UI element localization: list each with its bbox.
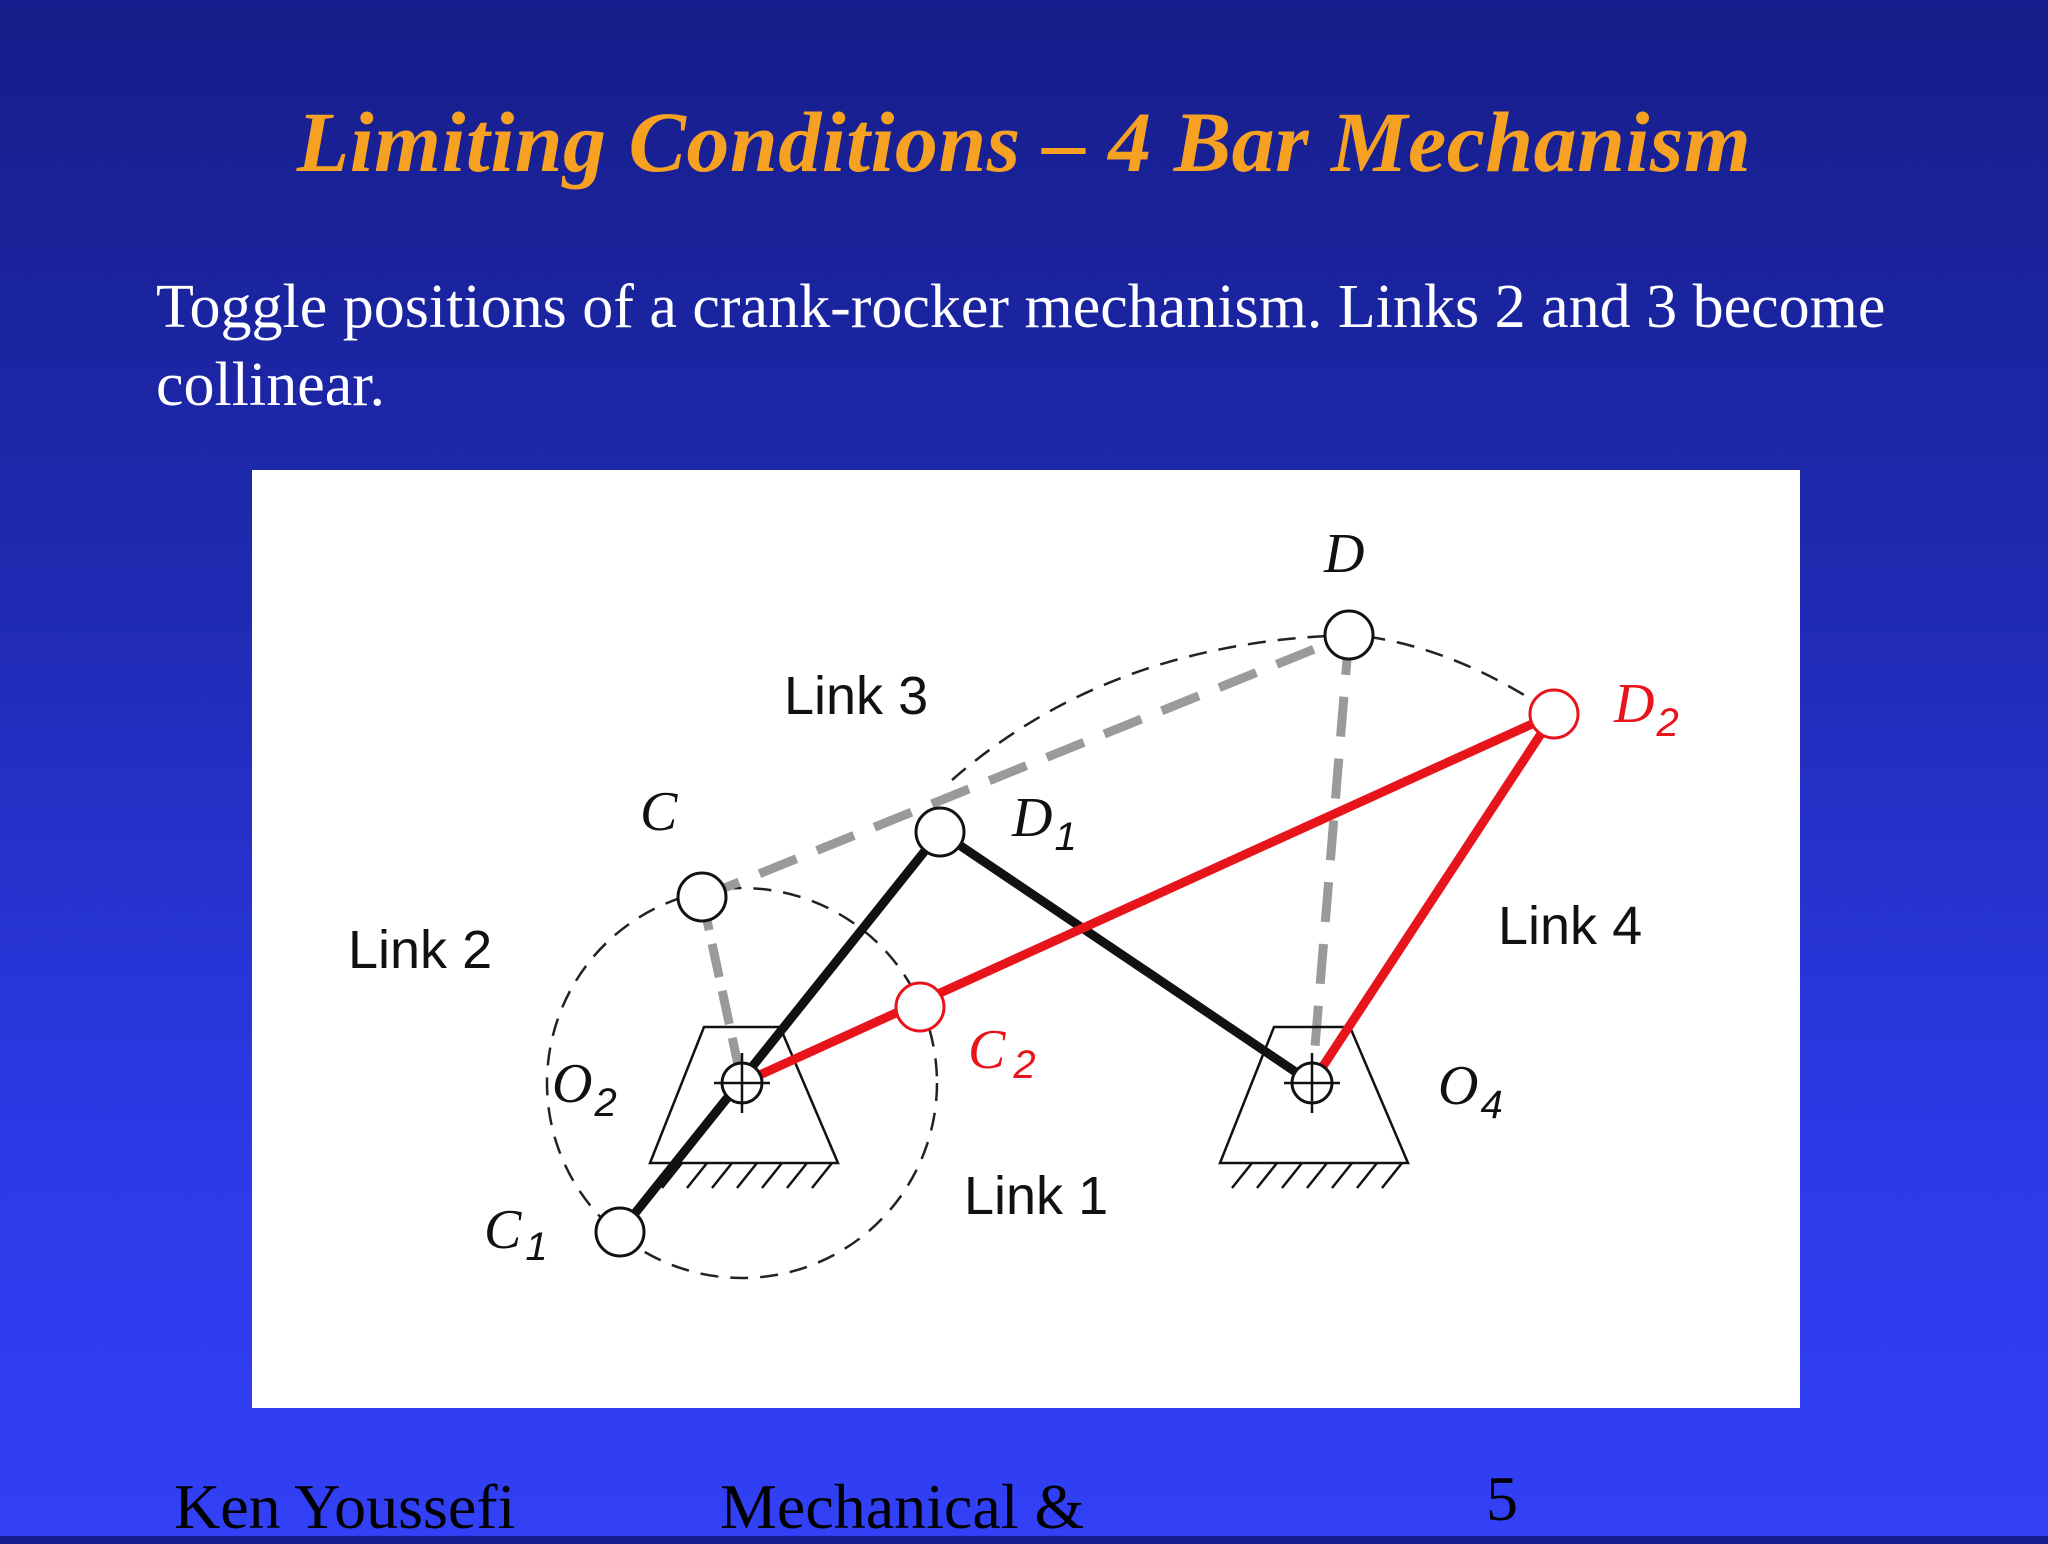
label-d: D <box>1324 523 1365 585</box>
footer-author: Ken Youssefi <box>174 1471 516 1542</box>
label-d2: $D_2$ <box>1614 673 1679 745</box>
label-o2: $O_2$ <box>552 1053 617 1125</box>
slide-title: Limiting Conditions – 4 Bar Mechanism <box>296 94 1752 190</box>
footer-page-number: 5 <box>1486 1463 1518 1534</box>
footer-department: Mechanical & <box>720 1471 1085 1542</box>
joint-c <box>678 873 726 921</box>
label-link2: Link 2 <box>348 920 493 980</box>
label-c1: C $_1$ <box>484 1199 548 1269</box>
slide-body-text: Toggle positions of a crank-rocker mechanism. Links 2 and 3 become collinear. <box>156 273 1886 419</box>
ground-support-o4 <box>1220 1027 1408 1188</box>
link2-general-position <box>702 897 742 1083</box>
label-link4: Link 4 <box>1498 896 1643 956</box>
mechanism-diagram <box>252 470 1800 1408</box>
joint-c2 <box>896 983 944 1031</box>
joint-d <box>1325 611 1373 659</box>
label-c2: C 2 <box>968 1019 1036 1087</box>
pivot-o4 <box>1284 1053 1340 1113</box>
label-d1: $D_1$ <box>1012 787 1077 859</box>
link3-extended-position <box>620 832 940 1232</box>
label-link1: Link 1 <box>964 1166 1109 1226</box>
joint-d2 <box>1530 690 1578 738</box>
link4-general-position <box>1312 635 1349 1083</box>
label-o4: $O_4$ <box>1438 1055 1503 1127</box>
joint-d1 <box>916 808 964 856</box>
joint-c1 <box>596 1208 644 1256</box>
mechanism-figure <box>252 470 1800 1408</box>
label-c: C <box>640 781 678 843</box>
label-link3: Link 3 <box>784 666 929 726</box>
